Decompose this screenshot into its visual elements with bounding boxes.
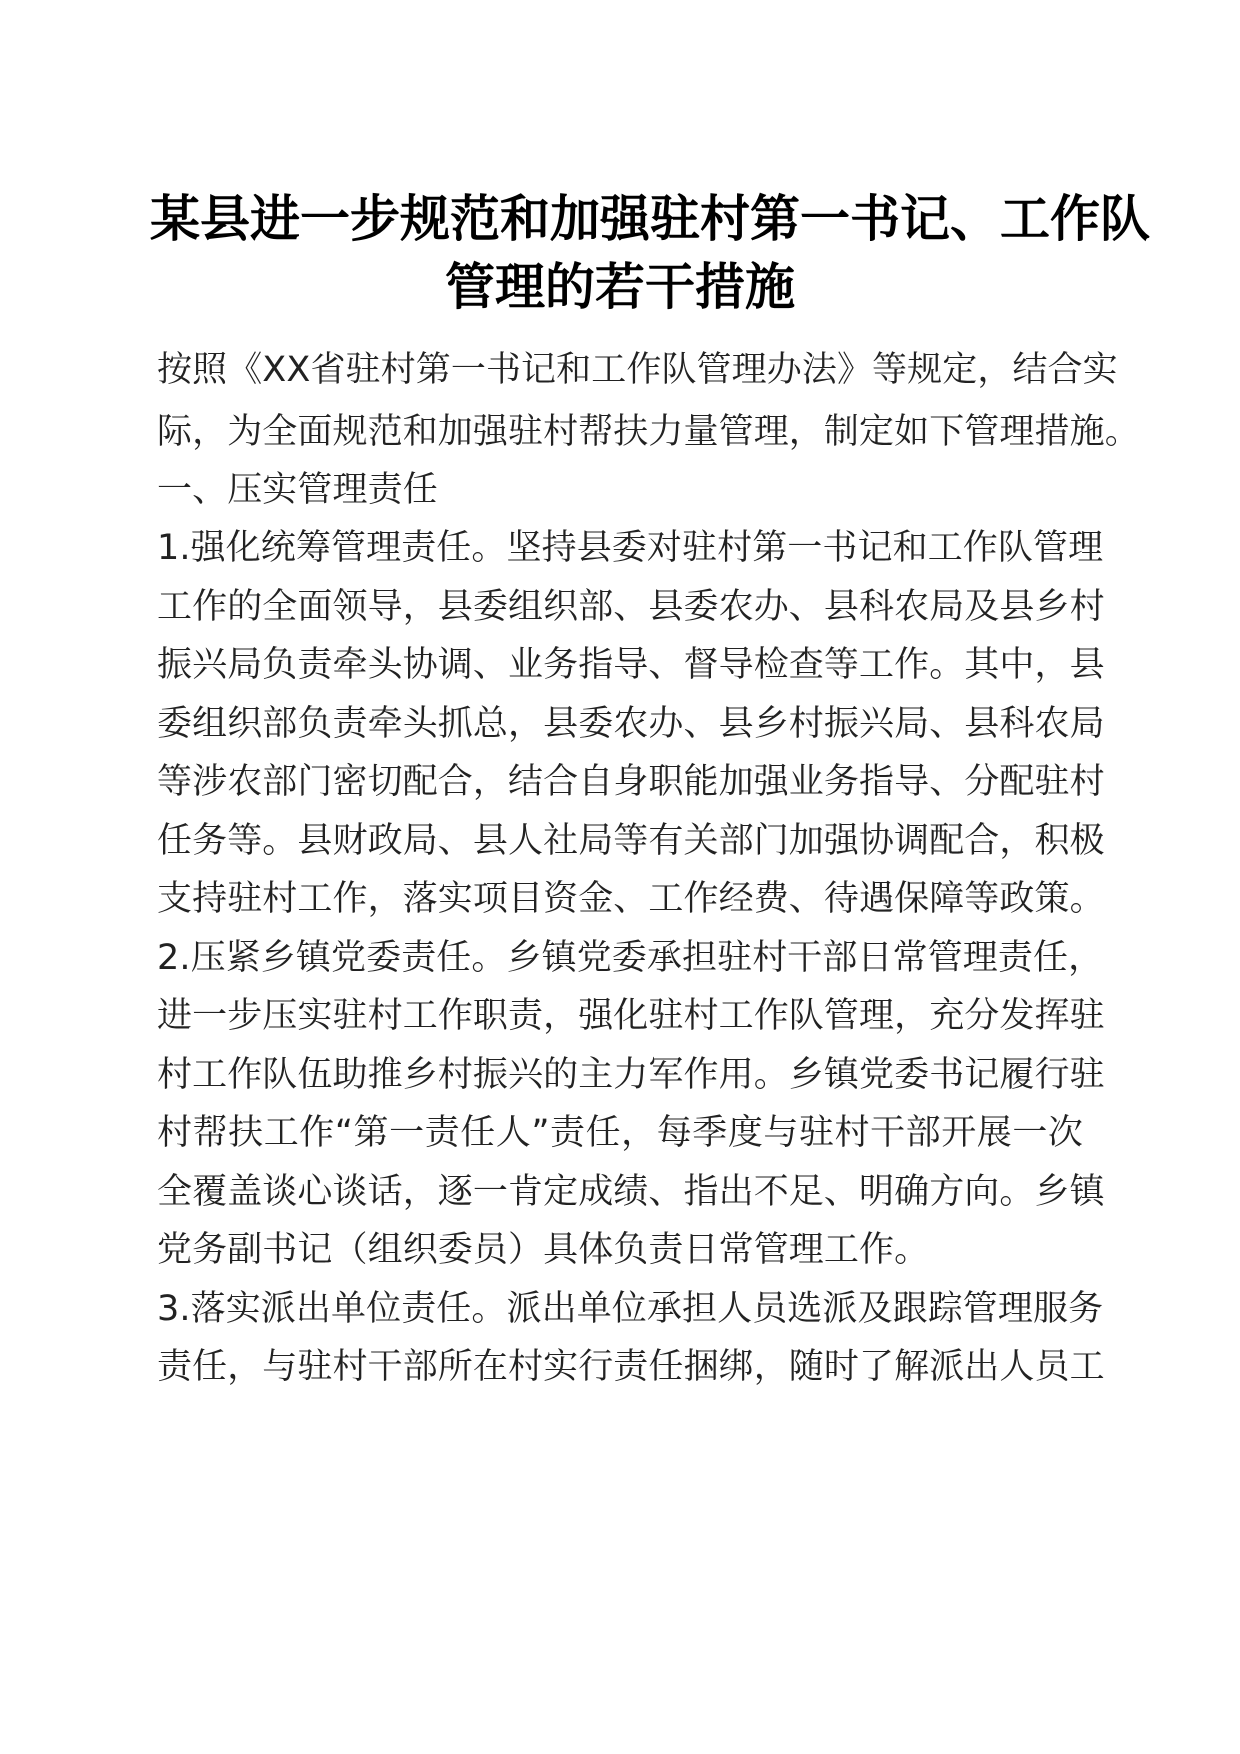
paragraph-2-line-4: 村帮扶工作“第一责任人”责任，每季度与驻村干部开展一次 [157,1113,1083,1153]
document-title-line-2: 管理的若干措施 [445,258,795,316]
paragraph-1-line-5: 等涉农部门密切配合，结合自身职能加强业务指导、分配驻村 [157,762,1105,802]
paragraph-1-line-7: 支持驻村工作，落实项目资金、工作经费、待遇保障等政策。 [157,879,1105,919]
paragraph-1-line-1: 1.强化统筹管理责任。坚持县委对驻村第一书记和工作队管理 [157,528,1104,568]
intro-line-2: 际，为全面规范和加强驻村帮扶力量管理，制定如下管理措施。 [157,412,1140,452]
paragraph-2-line-3: 村工作队伍助推乡村振兴的主力军作用。乡镇党委书记履行驻 [157,1055,1105,1095]
paragraph-2-line-5: 全覆盖谈心谈话，逐一肯定成绩、指出不足、明确方向。乡镇 [157,1172,1105,1212]
paragraph-3-line-2: 责任，与驻村干部所在村实行责任捆绑，随时了解派出人员工 [157,1347,1105,1387]
paragraph-1-line-6: 任务等。县财政局、县人社局等有关部门加强协调配合，积极 [157,821,1105,861]
paragraph-2-line-1: 2.压紧乡镇党委责任。乡镇党委承担驻村干部日常管理责任， [157,938,1104,978]
paragraph-1-line-3: 振兴局负责牵头协调、业务指导、督导检查等工作。其中，县 [157,645,1105,685]
intro-line-1: 按照《XX省驻村第一书记和工作队管理办法》等规定，结合实 [157,350,1118,390]
paragraph-2-line-2: 进一步压实驻村工作职责，强化驻村工作队管理，充分发挥驻 [157,996,1105,1036]
paragraph-2-line-6: 党务副书记（组织委员）具体负责日常管理工作。 [157,1230,930,1270]
section-heading-1: 一、压实管理责任 [157,470,438,510]
paragraph-1-line-4: 委组织部负责牵头抓总，县委农办、县乡村振兴局、县科农局 [157,704,1105,744]
document-title-line-1: 某县进一步规范和加强驻村第一书记、工作队 [150,190,1150,248]
paragraph-3-line-1: 3.落实派出单位责任。派出单位承担人员选派及跟踪管理服务 [157,1289,1104,1329]
paragraph-1-line-2: 工作的全面领导，县委组织部、县委农办、县科农局及县乡村 [157,587,1105,627]
